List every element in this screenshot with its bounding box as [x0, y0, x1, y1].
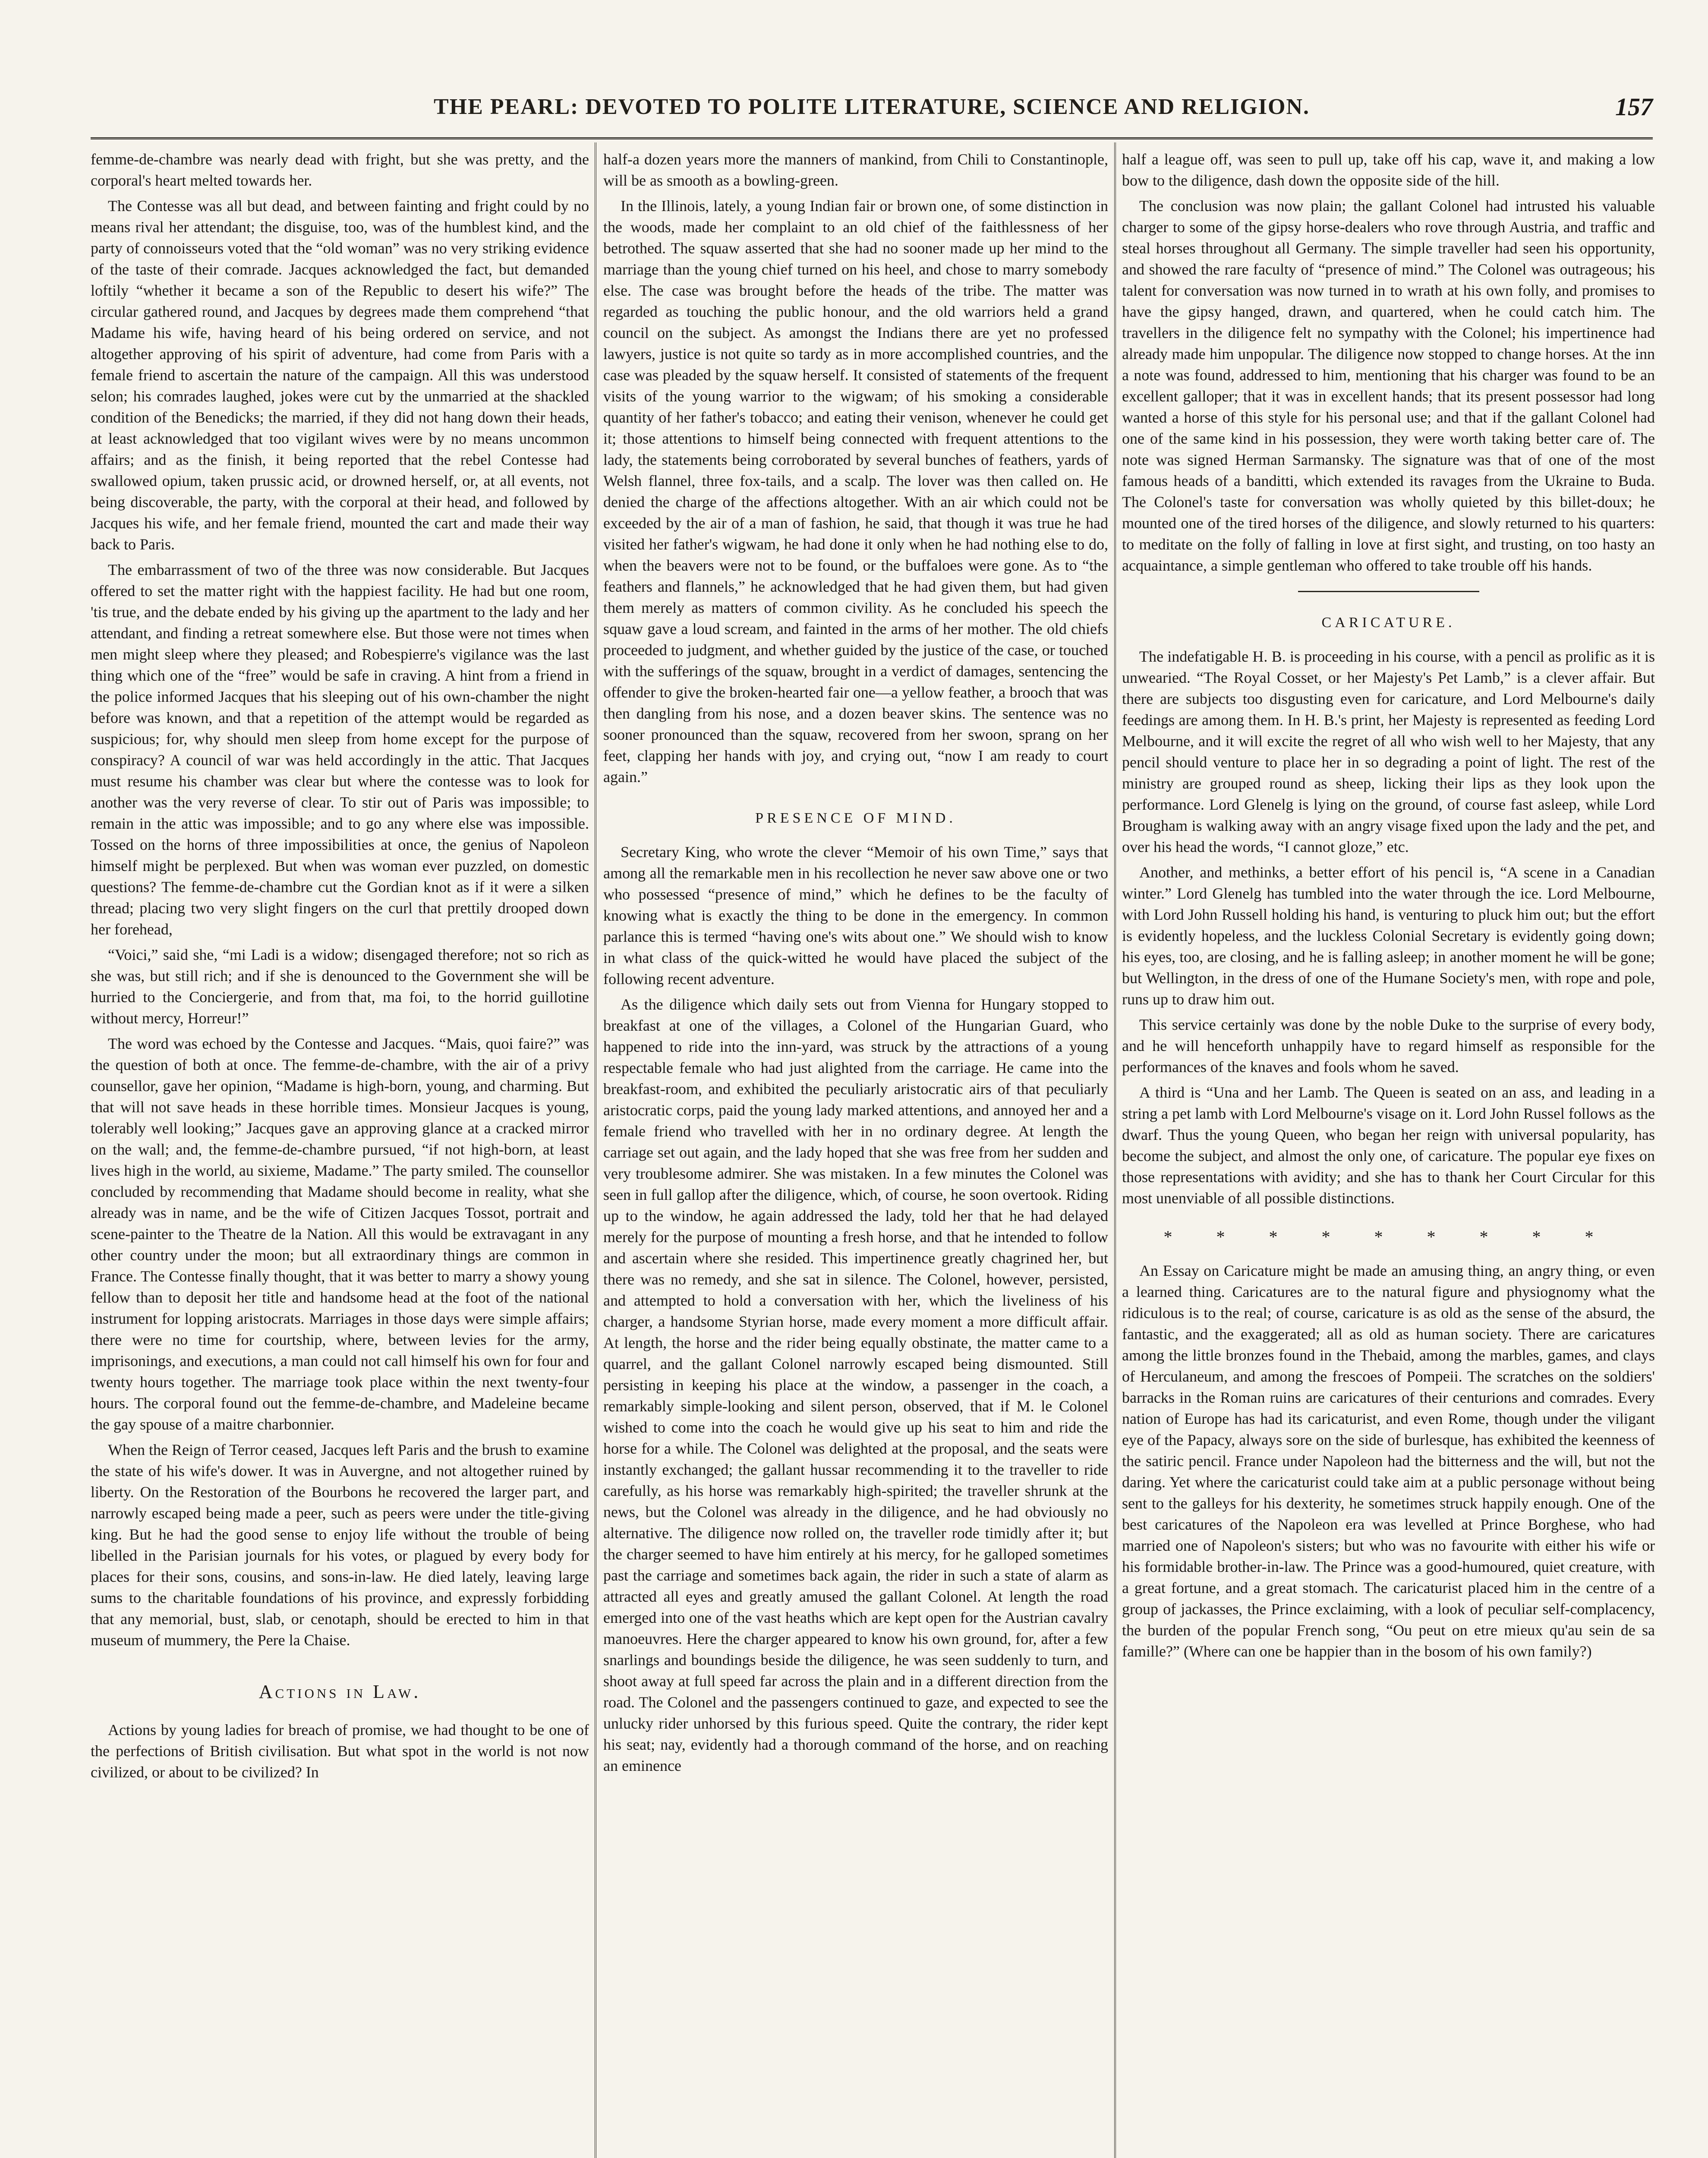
section-heading-actions-in-law: Actions in Law. — [258, 1681, 421, 1702]
article-paragraph: “Voici,” said she, “mi Ladi is a widow; disengaged therefore; not so rich as she was, but still rich; and if she is denounced to the Government she will be hurried to the Conciergerie, and from that, ma foi, to the horrid guillotine without mercy, Horreur!” — [91, 946, 589, 1027]
section-heading-presence-of-mind: PRESENCE OF MIND. — [755, 810, 956, 826]
article-paragraph: half-a dozen years more the manners of mankind, from Chili to Constantinople, will be as smooth as a bowling-green. — [603, 151, 1108, 189]
section-rule — [1298, 591, 1479, 592]
article-paragraph: As the diligence which daily sets out from Vienna for Hungary stopped to breakfast at one of the villages, a Colonel of the Hungarian Guard, who happened to ride into the inn-yard, was struck by the attractions of a young respectable female who had just alighted from the carriage. He came into the breakfast-room, and exhibited the peculiarly aristocratic airs of that peculiarly aristocratic corps, paid the young lady marked attentions, and annoyed her and a female friend who travelled with her in no ordinary degree. At length the carriage set out again, and the lady hoped that she was free from her sudden and very troublesome admirer. She was mistaken. In a few minutes the Colonel was seen in full gallop after the diligence, which, of course, he soon overtook. Riding up to the window, he again addressed the lady, told her that he had delayed merely for the purpose of mounting a fresh horse, and that he intended to follow and ascertain where she resided. This impertinence greatly chagrined her, but there was no remedy, and she sat in silence. The Colonel, however, persisted, and attempted to hold a conversation with her, which the liveliness of his charger, a handsome Styrian horse, made every moment a more difficult affair. At length, the horse and the rider being equally obstinate, the matter came to a quarrel, and the gallant Colonel narrowly escaped being dismounted. Still persisting in keeping his place at the window, a passenger in the coach, a remarkably simple-looking and silent person, observed, that if M. le Colonel wished to come into the coach he would give up his seat to him and ride the horse for a while. The Colonel was delighted at the proposal, and the seats were instantly exchanged; the gallant hussar recommending it to the traveller to ride carefully, as his horse was remarkably high-spirited; the traveller shrunk at the news, but the Colonel was already in the diligence, and he had obviously no alternative. The diligence now rolled on, the traveller rode timidly after it; but the charger seemed to have him entirely at his mercy, for he galloped sometimes past the carriage and sometimes back again, the rider in such a state of alarm as attracted all eyes and greatly amused the gallant Colonel. At length the road emerged into one of the vast heaths which are kept open for the Austrian cavalry manoeuvres. Here the charger appeared to know his own ground, for, after a few snarlings and boundings beside the diligence, he was seen suddenly to turn, and shoot away at full speed far across the plain and in a different direction from the road. The Colonel and the passengers continued to gaze, and expected to see the unlucky rider unhorsed by this furious speed. Quite the contrary, the rider kept his seat; nay, evidently had a thorough command of the horse, and on reaching an eminence — [603, 996, 1108, 1774]
article-paragraph: In the Illinois, lately, a young Indian fair or brown one, of some distinction in the woods, made her complaint to an old chief of the faithlessness of her betrothed. The squaw asserted that she had no sooner made up her mind to the marriage than the young chief turned on his heel, and chose to marry somebody else. The case was brought before the heads of the tribe. The matter was regarded as touching the public honour, and the old warriors held a grand council on the subject. As amongst the Indians there are yet no professed lawyers, justice is not quite so tardy as in more accomplished countries, and the case was pleaded by the squaw herself. It consisted of statements of the frequent visits of the young warrior to the wigwam; of his smoking a considerable quantity of her father's tobacco; and eating their venison, whenever he could get it; those attentions to himself being connected with frequent attentions to the lady, the statements being corroborated by several bunches of feathers, yards of Welsh flannel, three fox-tails, and a scalp. The lover was then called on. He denied the charge of the affections altogether. With an air which could not be exceeded by the air of a man of fashion, he said, that though it was true he had visited her father's wigwam, he had done it only when he had nothing else to do, when the beavers were not to be found, or the buffaloes were gone. As to “the feathers and flannels,” he acknowledged that he had given them, but had given them merely as matters of common civility. As he concluded his speech the squaw gave a loud scream, and fainted in the arms of her mother. The old chiefs proceeded to judgment, and whether guided by the justice of the case, or touched with the sufferings of the squaw, brought in a verdict of damages, sentencing the offender to give the broken-hearted fair one—a yellow feather, a brooch that was then dangling from his nose, and a dozen beaver skins. The sentence was no sooner pronounced than the squaw, recovered from her swoon, sprang on her feet, clapping her hands with joy, and crying out, “now I am ready to court again.” — [603, 197, 1108, 786]
article-paragraph: half a league off, was seen to pull up, take off his cap, wave it, and making a low bow to the diligence, dash down the opposite side of the hill. — [1122, 151, 1655, 189]
article-paragraph: When the Reign of Terror ceased, Jacques left Paris and the brush to examine the state of his wife's dower. It was in Auvergne, and not altogether ruined by liberty. On the Restoration of the Bourbons he recovered the larger part, and narrowly escaped being made a peer, such as peers were under the title-giving king. But he had the good sense to enjoy life without the trouble of being libelled in the Parisian journals for his votes, or plagued by every body for places for their sons, cousins, and sons-in-law. He died lately, leaving large sums to the charitable foundations of his province, and expressly forbidding that any memorial, bust, slab, or cenotaph, should be erected to him in that museum of mummery, the Pere la Chaise. — [91, 1441, 589, 1649]
column-divider — [595, 142, 596, 2158]
article-paragraph: Secretary King, who wrote the clever “Memoir of his own Time,” says that among all the remarkable men in his recollection he never saw above one or two who possessed “presence of mind,” which he defines to be the faculty of knowing what is exactly the thing to be done in the emergency. In common parlance this is termed “having one's wits about one.” We should wish to know in what class of the quick-witted he would have placed the subject of the following recent adventure. — [603, 843, 1108, 988]
article-paragraph: An Essay on Caricature might be made an amusing thing, an angry thing, or even a learned thing. Caricatures are to the natural figure and physiognomy what the ridiculous is to the real; of course, caricature is as old as the sense of the absurd, the fantastic, and the exaggerated; all as old as human society. There are caricatures among the little bronzes found in the Thebaid, among the marbles, games, and clays of Herculaneum, and among the frescoes of Pompeii. The scratches on the soldiers' barracks in the Roman ruins are caricatures of their centurions and comrades. Every nation of Europe has had its caricaturist, and even Rome, though under the viligant eye of the Papacy, always sore on the side of burlesque, has exhibited the keenness of the satiric pencil. France under Napoleon had the bitterness and the will, but not the daring. Yet where the caricaturist could take aim at a public personage without being sent to the galleys for his dexterity, he sometimes struck happily enough. One of the best caricatures of the Napoleon era was levelled at Prince Borghese, who had married one of Napoleon's sisters; but who was no favourite with either his wife or his formidable brother-in-law. The Prince was a good-humoured, quiet creature, with a great fortune, and a great stomach. The caricaturist placed him in the centre of a group of jackasses, the Prince exclaiming, with a look of peculiar self-complacency, the burden of the popular French song, “Ou peut on etre mieux qu'au sein de sa famille?” (Where can one be happier than in the bosom of his own family?) — [1122, 1262, 1655, 1660]
article-paragraph: The conclusion was now plain; the gallant Colonel had intrusted his valuable charger to some of the gipsy horse-dealers who rove through Austria, and traffic and steal horses throughout all Germany. The simple traveller had seen his opportunity, and showed the rare faculty of “presence of mind.” The Colonel was outrageous; his talent for conversation was now turned in to wrath at his own folly, and promises to have the gipsy hanged, drawn, and quartered, when he could catch him. The travellers in the diligence felt no sympathy with the Colonel; his impertinence had already made him unpopular. The diligence now stopped to change horses. At the inn a note was found, addressed to him, mentioning that his charger was found to be an excellent galloper; that it was in excellent hands; that its present possessor had long wanted a horse of this style for his personal use; and that if the gallant Colonel had one of the same kind in his possession, they were worth taking better care of. The note was signed Herman Sarmansky. The signature was that of one of the most famous heads of a banditti, which extended its ravages from the Ukraine to Buda. The Colonel's taste for conversation was wholly quieted by this billet-doux; he mounted one of the tired horses of the diligence, and slowly returned to his quarters: to meditate on the folly of falling in love at first sight, and trusting, on too hasty an acquaintance, a simple gentleman who offered to take trouble off his hands. — [1122, 197, 1655, 574]
article-paragraph: A third is “Una and her Lamb. The Queen is seated on an ass, and leading in a string a pet lamb with Lord Melbourne's visage on it. Lord John Russel follows as the dwarf. Thus the young Queen, who began her reign with universal popularity, has become the subject, and almost the only one, of caricature. The popular eye fixes on those representations with avidity; and she has to thank her Court Circular for this most unenviable of all possible distinctions. — [1122, 1084, 1655, 1207]
column-right — [1122, 149, 1655, 2158]
page-header — [91, 86, 1653, 134]
article-paragraph: The Contesse was all but dead, and between fainting and fright could by no means rival her attendant; the disguise, too, was of the humblest kind, and the party of connoisseurs voted that the “old woman” was no very striking evidence of the taste of their comrade. Jacques acknowledged the fact, but demanded loftily “whether it became a son of the Republic to desert his wife?” The circular gathered round, and Jacques by degrees made them comprehend “that Madame his wife, having heard of his being ordered on service, and not altogether approving of his spirit of adventure, had come from Paris with a female friend to ascertain the nature of the campaign. All this was understood selon; his comrades laughed, jokes were cut by the unmarried at the shackled condition of the Benedicks; the married, if they did not hang down their heads, at least acknowledged that too vigilant wives were by no means uncommon affairs; and as the finish, it being reported that the rebel Contesse had swallowed opium, taken prussic acid, or drowned herself, or, at all events, not being discoverable, the party, with the corporal at their head, and followed by Jacques his wife, and her female friend, mounted the cart and made their way back to Paris. — [91, 197, 589, 553]
article-paragraph: femme-de-chambre was nearly dead with fright, but she was pretty, and the corporal's heart melted towards her. — [91, 151, 589, 189]
page-title: THE PEARL: DEVOTED TO POLITE LITERATURE, SCIENCE AND RELIGION. — [433, 95, 1310, 119]
column-middle — [603, 149, 1108, 2158]
article-paragraph: This service certainly was done by the noble Duke to the surprise of every body, and he will henceforth unhappily have to regard himself as responsible for the performances of the knaves and fools whom he saved. — [1122, 1016, 1655, 1076]
article-paragraph: Another, and methinks, a better effort of his pencil is, “A scene in a Canadian winter.” Lord Glenelg has tumbled into the water through the ice. Lord Melbourne, with Lord John Russell holding his hand, is venturing to pluck him out; but the effort is evidently hopeless, and the luckless Colonial Secretary is evidently going down; his eyes, too, are closing, and he is falling asleep; in another moment he will be gone; but Wellington, in the dress of one of the Humane Society's men, with rope and pole, runs up to draw him out. — [1122, 864, 1655, 1008]
header-rule — [91, 137, 1653, 139]
section-heading-caricature: CARICATURE. — [1321, 615, 1456, 631]
article-paragraph: The word was echoed by the Contesse and Jacques. “Mais, quoi faire?” was the question of both at once. The femme-de-chambre, with the air of a privy counsellor, gave her opinion, “Madame is high-born, young, and charming. But that will not save heads in these horrible times. Monsieur Jacques is young, tolerably well looking;” Jacques gave an approving glance at a cracked mirror on the wall; and, the femme-de-chambre pursued, “if not high-born, at least lives high in the world, au sixieme, Madame.” The party smiled. The counsellor concluded by recommending that Madame should become in reality, what she already was in name, and be the wife of Citizen Jacques Tossot, portrait and scene-painter to the Theatre de la Nation. All this would be extravagant in any other country under the moon; but all extraordinary things are common in France. The Contesse finally thought, that it was better to marry a showy young fellow than to deposit her title and handsome head at the foot of the national instrument for lopping aristocrats. Marriages in those days were simple affairs; there were no time for courtship, where, between levies for the army, imprisonings, and executions, a man could not call himself his own for four and twenty hours together. The marriage took place within the next twenty-four hours. The corporal found out the femme-de-chambre, and Madeleine became the gay spouse of a maitre charbonnier. — [91, 1035, 589, 1433]
article-paragraph: The indefatigable H. B. is proceeding in his course, with a pencil as prolific as it is unwearied. “The Royal Cosset, or her Majesty's Pet Lamb,” is a clever affair. But there are subjects too disgusting even for caricature, and Lord Melbourne's daily feedings are among them. In H. B.'s print, her Majesty is represented as feeding Lord Melbourne, and it will excite the regret of all who wish well to her Majesty, that any pencil should venture to place her in so degrading a point of light. The rest of the ministry are grouped round as sheep, licking their lips as they look upon the performance. Lord Glenelg is lying on the ground, of course fast asleep, while Lord Brougham is walking away with an angry visage fixed upon the lady and the pet, and over his head the words, “I cannot gloze,” etc. — [1122, 648, 1655, 855]
column-divider — [1114, 142, 1116, 2158]
page-number: 157 — [1615, 93, 1653, 121]
article-paragraph: Actions by young ladies for breach of promise, we had thought to be one of the perfections of British civilisation. But what spot in the world is not now civilized, or about to be civilized? In — [91, 1721, 589, 1781]
column-left — [91, 149, 589, 2158]
article-paragraph: The embarrassment of two of the three was now considerable. But Jacques offered to set the matter right with the happiest facility. He had but one room, 'tis true, and the debate ended by his giving up the apartment to the lady and her attendant, and finding a retreat somewhere else. But those were not times when men might sleep where they pleased; and Robespierre's vigilance was the last thing which one of the “free” would be safe in craving. A hint from a friend in the police informed Jacques that his sleeping out of his own-chamber the night before was known, and that a repetition of the attempt would be regarded as suspicious; for, why should men sleep from home except for the purpose of conspiracy? A council of war was held accordingly in the attic. That Jacques must resume his chamber was clear but where the contesse was to look for another was the very reverse of clear. To stir out of Paris was impossible; to remain in the attic was impossible; and to go any where else was impossible. Tossed on the horns of three impossibilities at once, the genius of Napoleon himself might be perplexed. But when was woman ever puzzled, on domestic questions? The femme-de-chambre cut the Gordian knot as if it were a silken thread; placing two very slight fingers on the curl that prettily drooped down her forehead, — [91, 561, 589, 938]
section-separator-stars: * * * * * * * * * — [1163, 1227, 1613, 1246]
